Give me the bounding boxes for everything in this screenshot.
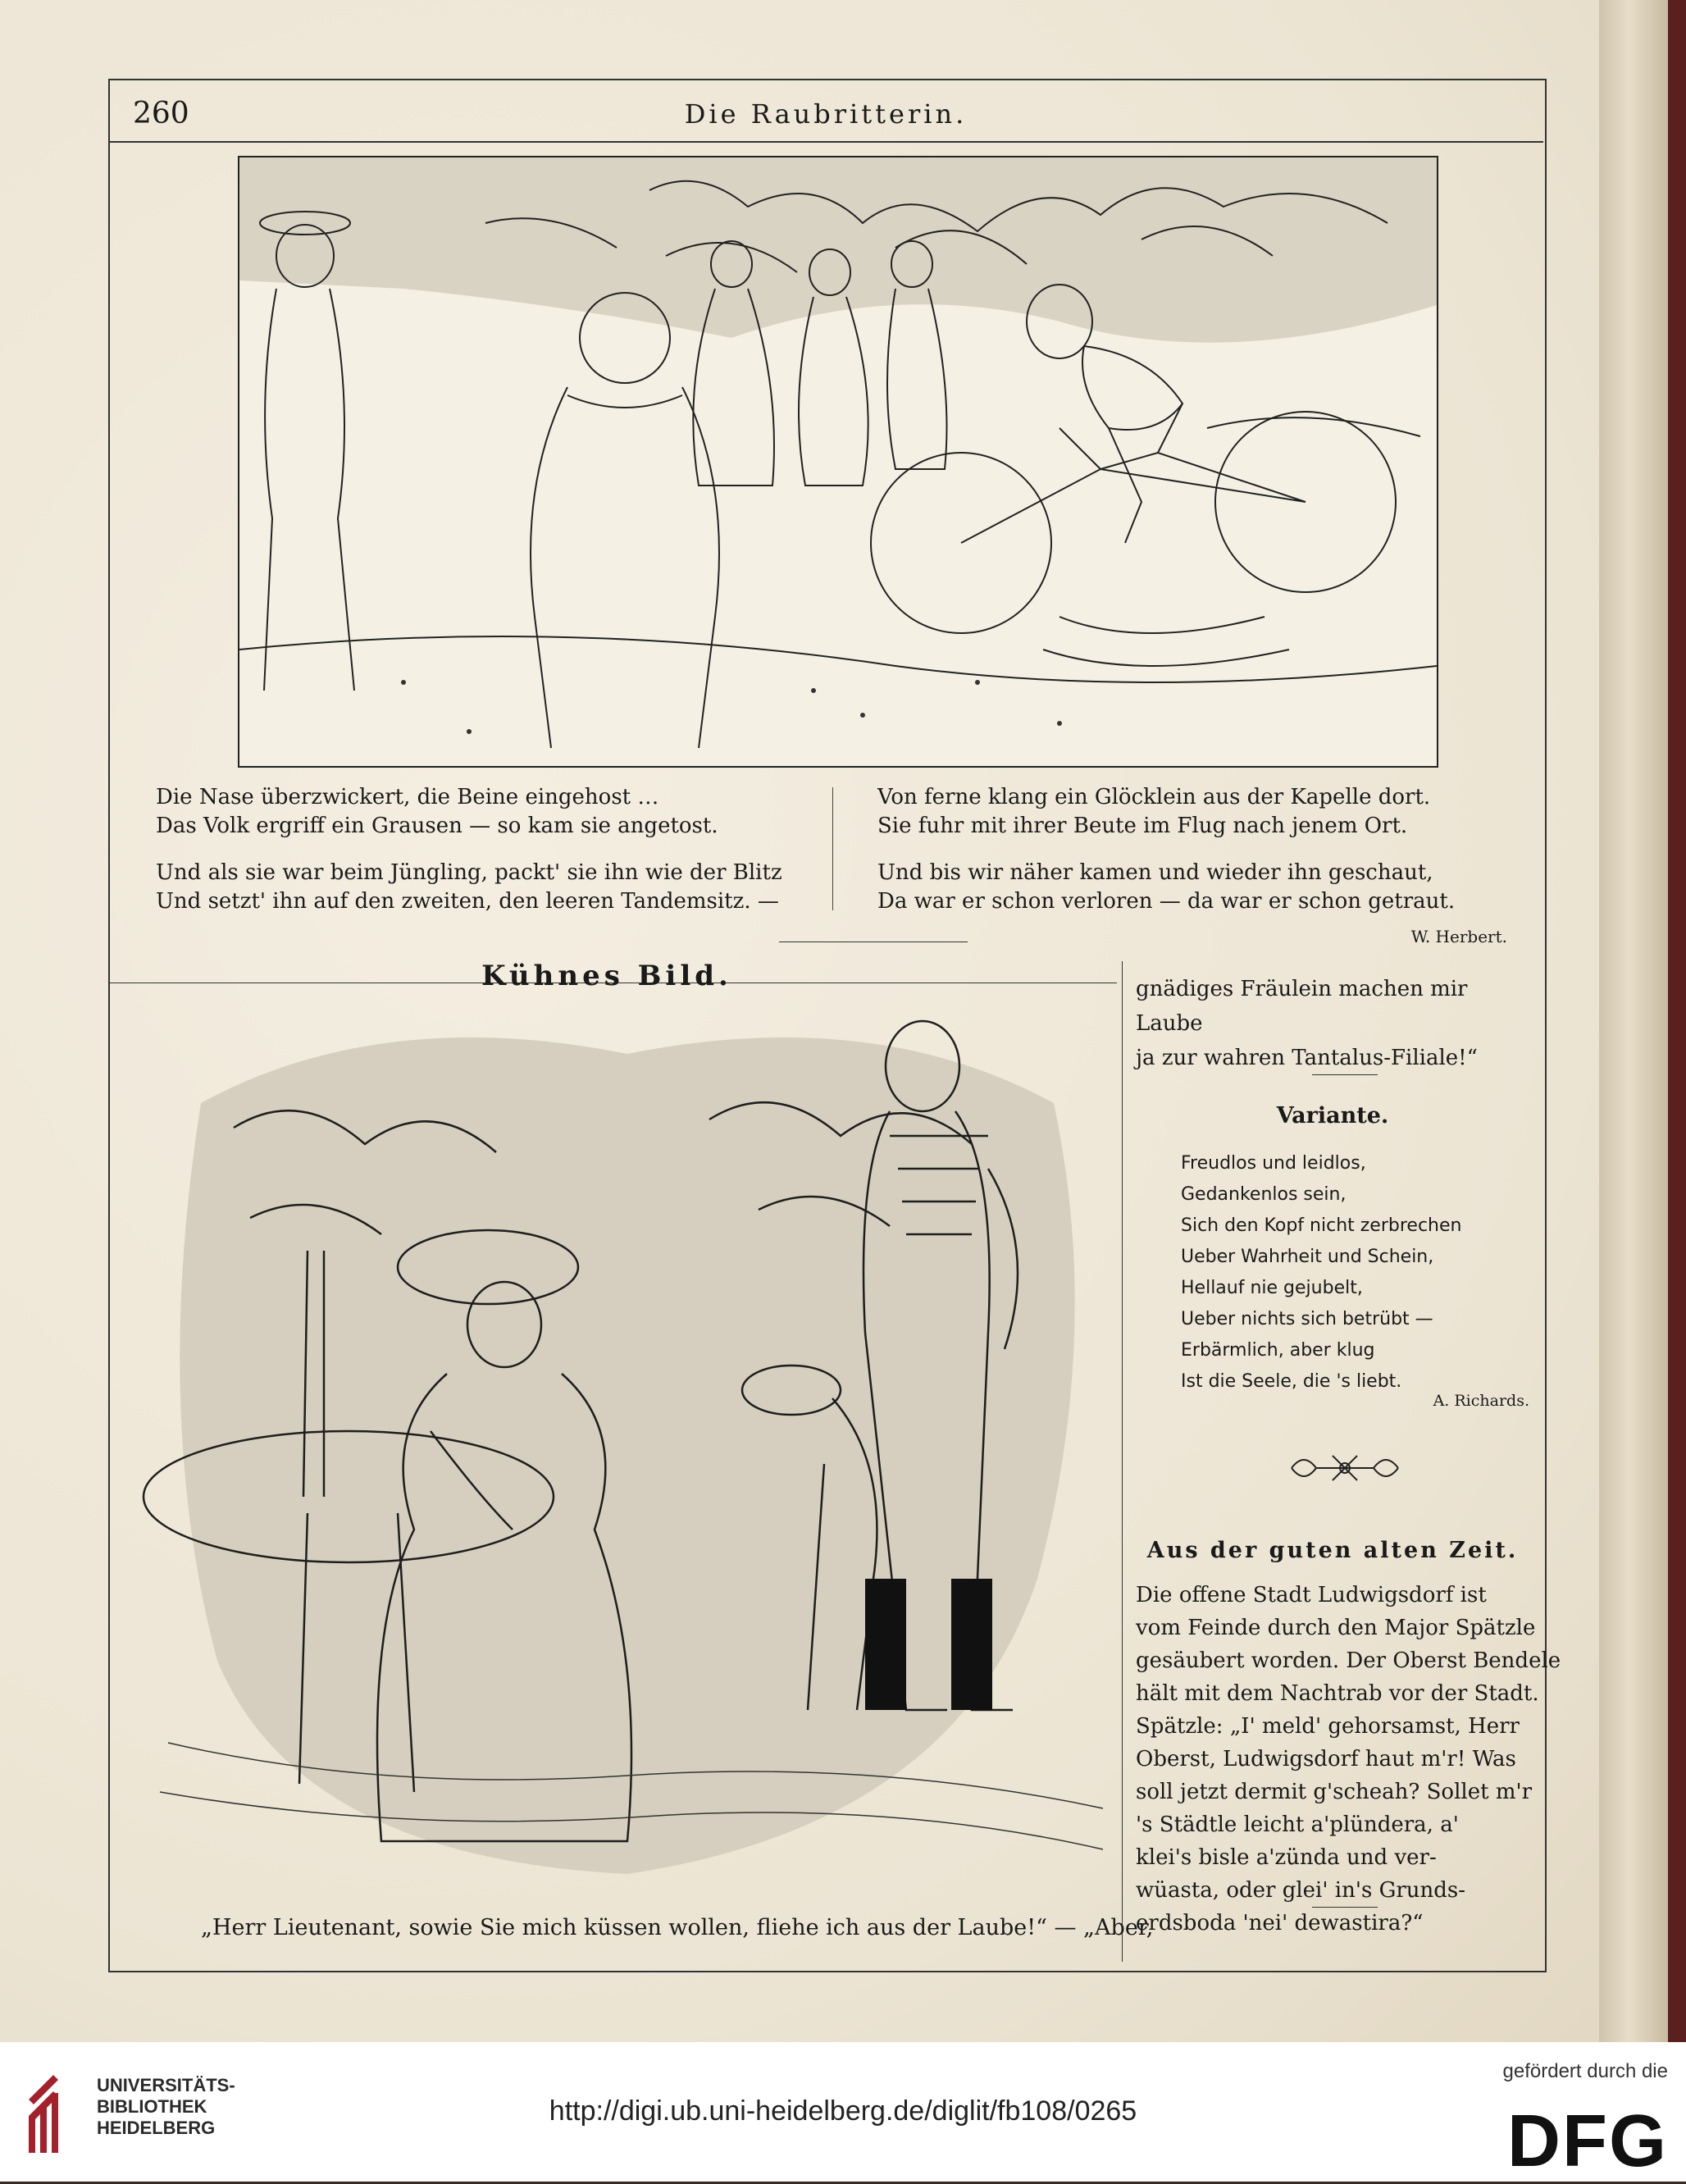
text-line: klei's bisle a'zünda und ver- bbox=[1136, 1845, 1437, 1870]
variante-poem bbox=[1181, 1148, 1525, 1397]
text-line: soll jetzt dermit g'scheah? Sollet m'r bbox=[1136, 1780, 1533, 1804]
text-line: hält mit dem Nachtrab vor der Stadt. bbox=[1136, 1681, 1539, 1706]
poem-line: Und setzt' ihn auf den zweiten, den leeren Tandemsitz. — bbox=[156, 889, 779, 914]
text-line: vom Feinde durch den Major Spätzle bbox=[1136, 1616, 1536, 1640]
variante-line: Sich den Kopf nicht zerbrechen bbox=[1181, 1215, 1462, 1236]
variante-line: Freudlos und leidlos, bbox=[1181, 1153, 1366, 1174]
text-line: wüasta, oder glei' in's Grunds- bbox=[1136, 1878, 1466, 1903]
variante-line: Ist die Seele, die 's liebt. bbox=[1181, 1371, 1402, 1392]
cyclist-illustration bbox=[238, 156, 1438, 768]
variante-line: Erbärmlich, aber klug bbox=[1181, 1340, 1375, 1361]
garden-couple-illustration bbox=[135, 1005, 1119, 1899]
poem-line: Sie fuhr mit ihrer Beute im Flug nach jenem Ort. bbox=[877, 814, 1408, 838]
garden-couple-illustration-drawing bbox=[135, 1005, 1119, 1899]
variante-line: Hellauf nie gejubelt, bbox=[1181, 1278, 1363, 1298]
header-rule bbox=[108, 141, 1543, 143]
funding-note: gefördert durch die bbox=[1502, 2060, 1668, 2082]
continuation-line: gnädiges Fräulein machen mir Laube bbox=[1136, 977, 1468, 1036]
digitization-url-link[interactable]: http://digi.ub.uni-heidelberg.de/diglit/fb108/0265 bbox=[549, 2095, 1137, 2127]
poem-line: Von ferne klang ein Glöcklein aus der Kapelle dort. bbox=[877, 785, 1431, 809]
continuation-line: ja zur wahren Tantalus-Filiale!“ bbox=[1136, 1046, 1478, 1070]
text-line: Spätzle: „I' meld' gehorsamst, Herr bbox=[1136, 1714, 1520, 1739]
poem-line: Und bis wir näher kamen und wieder ihn geschaut, bbox=[877, 860, 1433, 885]
aus-der-guten-alten-zeit-text bbox=[1136, 1579, 1561, 1940]
short-rule bbox=[1312, 1074, 1378, 1075]
book-spine bbox=[1668, 0, 1686, 2042]
text-line: 's Städtle leicht a'plündera, a' bbox=[1136, 1812, 1459, 1837]
book-edge bbox=[1591, 0, 1686, 2042]
kuehnes-bild-title: Kühnes Bild. bbox=[481, 960, 732, 992]
variante-line: Ueber Wahrheit und Schein, bbox=[1181, 1247, 1434, 1267]
poem-left-column bbox=[156, 783, 820, 934]
poem-line: Die Nase überzwickert, die Beine eingehost … bbox=[156, 785, 659, 809]
variante-line: Ueber nichts sich betrübt — bbox=[1181, 1309, 1433, 1329]
variante-line: Gedankenlos sein, bbox=[1181, 1184, 1347, 1205]
text-line: gesäubert worden. Der Oberst Bendele bbox=[1136, 1648, 1561, 1673]
poem-signature: W. Herbert. bbox=[1410, 927, 1507, 946]
kuehnes-bild-caption: „Herr Lieutenant, sowie Sie mich küssen wollen, fliehe ich aus der Laube!“ — „Aber, bbox=[201, 1915, 1154, 1940]
dfg-logo[interactable]: DFG bbox=[1507, 2100, 1668, 2182]
poem-line: Da war er schon verloren — da war er schon getraut. bbox=[877, 889, 1456, 914]
short-rule bbox=[1312, 1907, 1378, 1908]
poem-line: Das Volk ergriff ein Grausen — so kam sie angetost. bbox=[156, 814, 718, 838]
text-line: Oberst, Ludwigsdorf haut m'r! Was bbox=[1136, 1747, 1516, 1771]
library-name-line: HEIDELBERG bbox=[97, 2118, 216, 2138]
column-rule bbox=[1122, 961, 1123, 1962]
running-title: Die Raubritterin. bbox=[684, 98, 968, 130]
running-head bbox=[108, 97, 1543, 146]
page-number: 260 bbox=[133, 97, 189, 130]
variante-signature: A. Richards. bbox=[1433, 1392, 1529, 1410]
aus-der-guten-alten-zeit-title: Aus der guten alten Zeit. bbox=[1146, 1538, 1519, 1563]
library-name-line: UNIVERSITÄTS- bbox=[97, 2075, 235, 2095]
library-name-line: BIBLIOTHEK bbox=[97, 2096, 207, 2117]
cyclist-illustration-drawing bbox=[239, 157, 1437, 766]
text-line: erdsboda 'nei' dewastira?“ bbox=[1136, 1911, 1424, 1936]
caption-continuation bbox=[1136, 972, 1529, 1075]
digitization-footer bbox=[0, 2042, 1686, 2182]
poem-column-divider bbox=[832, 787, 833, 910]
poem-right-column bbox=[877, 783, 1525, 934]
scroll-ornament-icon bbox=[1287, 1448, 1402, 1489]
poem-line: Und als sie war beim Jüngling, packt' sie ihn wie der Blitz bbox=[156, 860, 782, 885]
text-line: Die offene Stadt Ludwigsdorf ist bbox=[1136, 1583, 1487, 1607]
variante-title: Variante. bbox=[1276, 1103, 1389, 1128]
